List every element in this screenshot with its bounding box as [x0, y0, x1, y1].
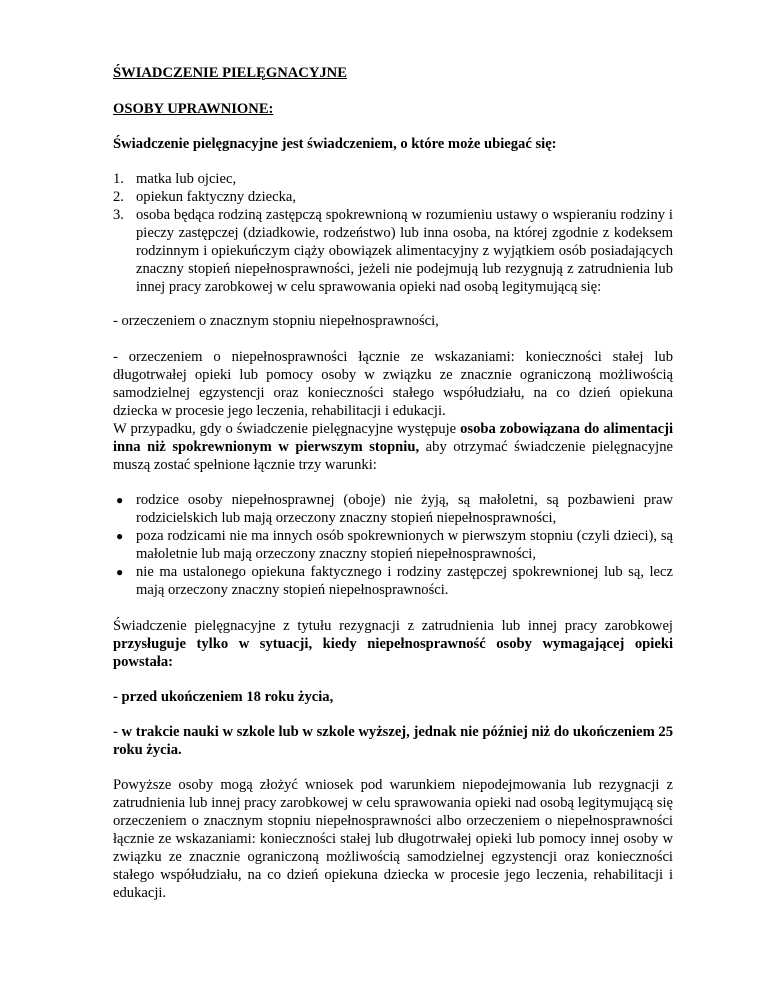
case-text-pre: W przypadku, gdy o świadczenie pielęgnacyjne występuje	[113, 421, 461, 437]
case-text-post: aby otrzymać świadczenie pielęgnacyjne muszą zostać spełnione łącznie trzy warunki:	[113, 439, 673, 473]
list-item	[113, 188, 673, 206]
bullet-item	[113, 491, 673, 527]
section-heading: OSOBY UPRAWNIONE:	[113, 101, 274, 117]
bullet-item	[113, 527, 673, 563]
case-text-bold: osoba zobowiązana do alimentacji inna niż spokrewnionym w pierwszym stopniu,	[113, 421, 674, 455]
bullet-text: nie ma ustalonego opiekuna faktycznego i rodziny zastępczej spokrewnionej lub są, lecz mają orzeczony znaczny stopień niepełnosprawności.	[136, 564, 673, 598]
bullet-text: poza rodzicami nie ma innych osób spokrewnionych w pierwszym stopniu (czyli dzieci), są małoletnie lub mają orzeczony znaczny stopień niepełnosprawności,	[136, 528, 673, 562]
list-item-number: 3.	[113, 207, 124, 223]
list-item	[113, 170, 673, 188]
case-paragraph	[113, 420, 673, 474]
list-item-number: 1.	[113, 171, 124, 187]
bullet-icon: ●	[116, 529, 124, 543]
resignation-text-pre: Świadczenie pielęgnacyjne z tytułu rezygnacji z zatrudnienia lub innej pracy zarobkowej	[113, 618, 673, 634]
intro-paragraph: Świadczenie pielęgnacyjne jest świadczeniem, o które może ubiegać się:	[113, 136, 557, 152]
condition-severe-disability: - orzeczeniem o znacznym stopniu niepełnosprawności,	[113, 313, 439, 329]
age-condition-25: - w trakcie nauki w szkole lub w szkole wyższej, jednak nie później niż do ukończeniem 25 roku życia.	[113, 724, 673, 758]
bullet-icon: ●	[116, 565, 124, 579]
condition-disability-indications: - orzeczeniem o niepełnosprawności łącznie ze wskazaniami: konieczności stałej lub długotrwałej opieki lub pomocy osoby w związku ze znacznie ograniczoną możliwością samodzielnej egzystencji oraz konieczności stałego współudziału, na co dzień opiekuna dziecka w procesie jego leczenia, rehabilitacji i edukacji.	[113, 349, 673, 419]
age-condition-18: - przed ukończeniem 18 roku życia,	[113, 689, 334, 705]
list-item	[113, 206, 673, 296]
bullet-icon: ●	[116, 493, 124, 507]
list-item-text: osoba będąca rodziną zastępczą spokrewnioną w rozumieniu ustawy o wspieraniu rodziny i pieczy zastępczej (dziadkowie, rodzeństwo) lub inna osoba, na której zgodnie z kodeksem rodzinnym i opiekuńczym ciąży obowiązek alimentacyjny z wyjątkiem osób posiadających znaczny stopień niepełnosprawności, jeżeli nie podejmują lub rezygnują z zatrudnienia lub innej pracy zarobkowej w celu sprawowania opieki nad osobą legitymującą się:	[136, 207, 673, 295]
final-paragraph: Powyższe osoby mogą złożyć wniosek pod warunkiem niepodejmowania lub rezygnacji z zatrudnienia lub innej pracy zarobkowej w celu sprawowania opieki nad osobą legitymującą się orzeczeniem o znacznym stopniu niepełnosprawności albo orzeczeniem o niepełnosprawności łącznie ze wskazaniami: konieczności stałej lub długotrwałej opieki lub pomocy innej osoby w związku ze znacznie ograniczoną możliwością samodzielnej egzystencji oraz konieczności stałego współudziału, na co dzień opiekuna dziecka w procesie jego leczenia, rehabilitacji i edukacji.	[113, 777, 673, 901]
resignation-paragraph	[113, 617, 673, 671]
list-item-number: 2.	[113, 189, 124, 205]
document-title: ŚWIADCZENIE PIELĘGNACYJNE	[113, 65, 347, 81]
bullet-text: rodzice osoby niepełnosprawnej (oboje) nie żyją, są małoletni, są pozbawieni praw rodzicielskich lub mają orzeczony znaczny stopień niepełnosprawności,	[136, 492, 673, 526]
eligible-persons-list	[113, 170, 673, 296]
resignation-text-bold: przysługuje tylko w sytuacji, kiedy niepełnosprawność osoby wymagającej opieki powstała:	[113, 636, 673, 670]
conditions-bullet-list	[113, 491, 673, 599]
list-item-text: opiekun faktyczny dziecka,	[136, 189, 297, 205]
bullet-item	[113, 563, 673, 599]
list-item-text: matka lub ojciec,	[136, 171, 237, 187]
